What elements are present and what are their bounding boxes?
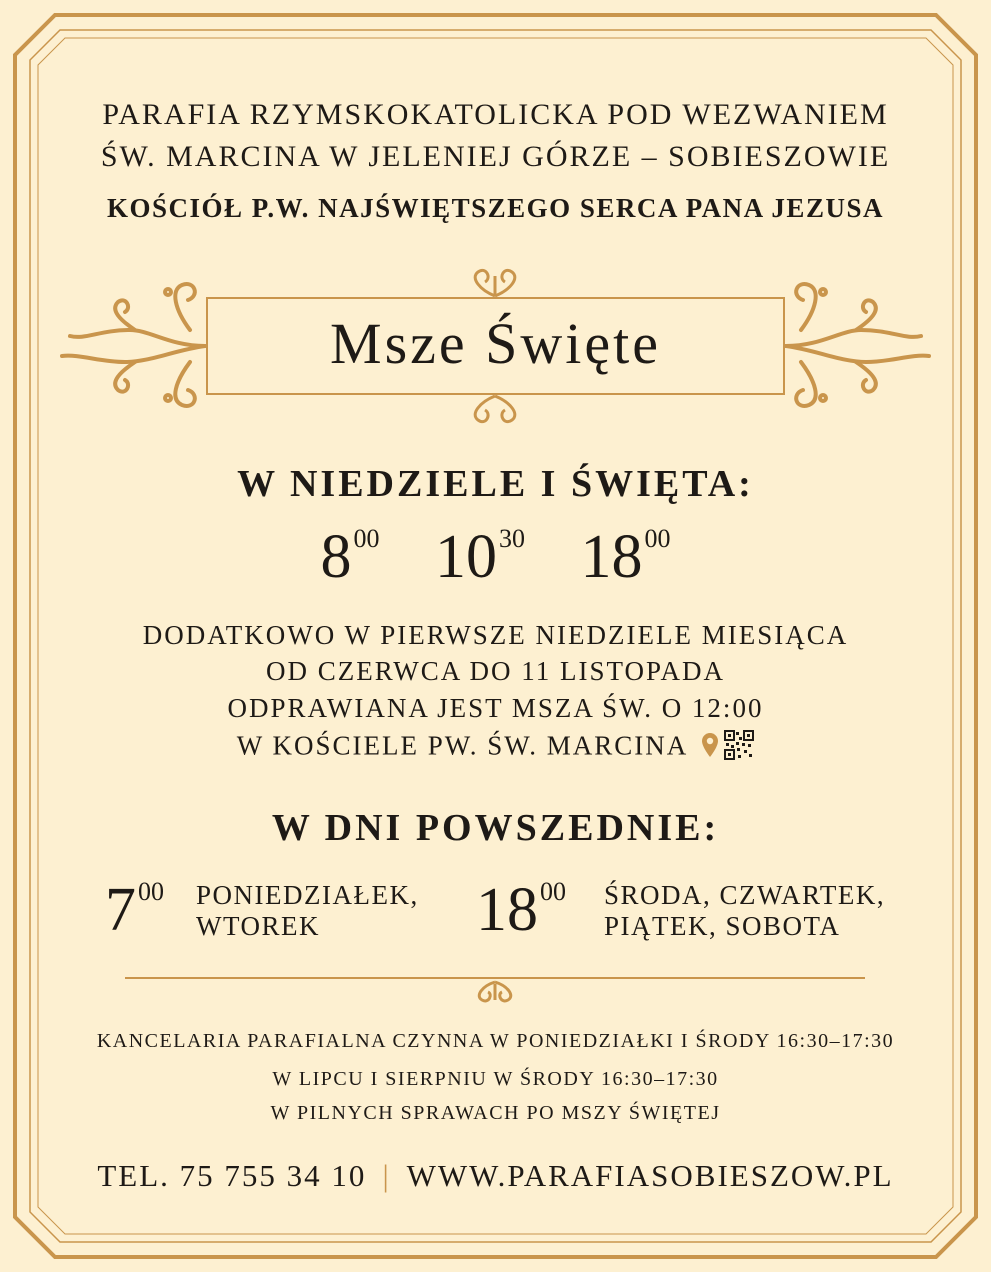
contact-footer [0, 1158, 991, 1194]
time-slot: $10^{30}$ [435, 523, 525, 591]
page-title: Msze Święte [330, 311, 661, 376]
weekday-time-1: $7^{00}$ [105, 876, 164, 944]
footer-separator: | [382, 1158, 391, 1193]
weekday-time-2: $18^{00}$ [476, 876, 566, 944]
weekday-heading: W DNI POWSZEDNIE: [271, 807, 720, 849]
parish-name-line1: PARAFIA RZYMSKOKATOLICKA POD WEZWANIEM [102, 98, 889, 131]
sunday-heading: W NIEDZIELE I ŚWIĘTA: [237, 463, 754, 505]
extra-line-3: ODPRAWIANA JEST MSZA ŚW. O 12:00 [227, 693, 764, 723]
phone-number[interactable]: TEL. 75 755 34 10 [97, 1158, 367, 1193]
weekday-days-1: PONIEDZIAŁEK, WTOREK [196, 880, 419, 941]
top-ornament [475, 270, 515, 296]
extra-line-4: W KOŚCIELE PW. ŚW. MARCINA [236, 730, 689, 761]
church-name: KOŚCIÓŁ P.W. NAJŚWIĘTSZEGO SERCA PANA JEZUSA [107, 193, 884, 223]
bottom-ornament [475, 396, 515, 422]
office-hours-line3: W PILNYCH SPRAWACH PO MSZY ŚWIĘTEJ [270, 1102, 721, 1124]
website-link[interactable]: WWW.PARAFIASOBIESZOW.PL [406, 1158, 894, 1193]
weekday-days-2: ŚRODA, CZWARTEK, PIĄTEK, SOBOTA [604, 880, 886, 941]
map-pin-icon[interactable] [702, 733, 718, 764]
time-slot: $18^{00}$ [580, 523, 671, 591]
extra-line-1: DODATKOWO W PIERWSZE NIEDZIELE MIESIĄCA [142, 620, 849, 650]
sunday-times [0, 522, 991, 593]
qr-code-icon[interactable] [724, 730, 754, 767]
extra-line-2: OD CZERWCA DO 11 LISTOPADA [265, 656, 726, 686]
extra-line-4-row [0, 730, 991, 767]
time-slot: $8^{00}$ [320, 523, 380, 591]
divider-ornament [479, 982, 511, 1001]
parish-name-line2: ŚW. MARCINA W JELENIEJ GÓRZE – SOBIESZOWIE [100, 140, 891, 173]
office-hours-line1: KANCELARIA PARAFIALNA CZYNNA W PONIEDZIAŁKI I ŚRODY 16:30–17:30 [96, 1030, 895, 1052]
office-hours-line2: W LIPCU I SIERPNIU W ŚRODY 16:30–17:30 [272, 1068, 719, 1090]
